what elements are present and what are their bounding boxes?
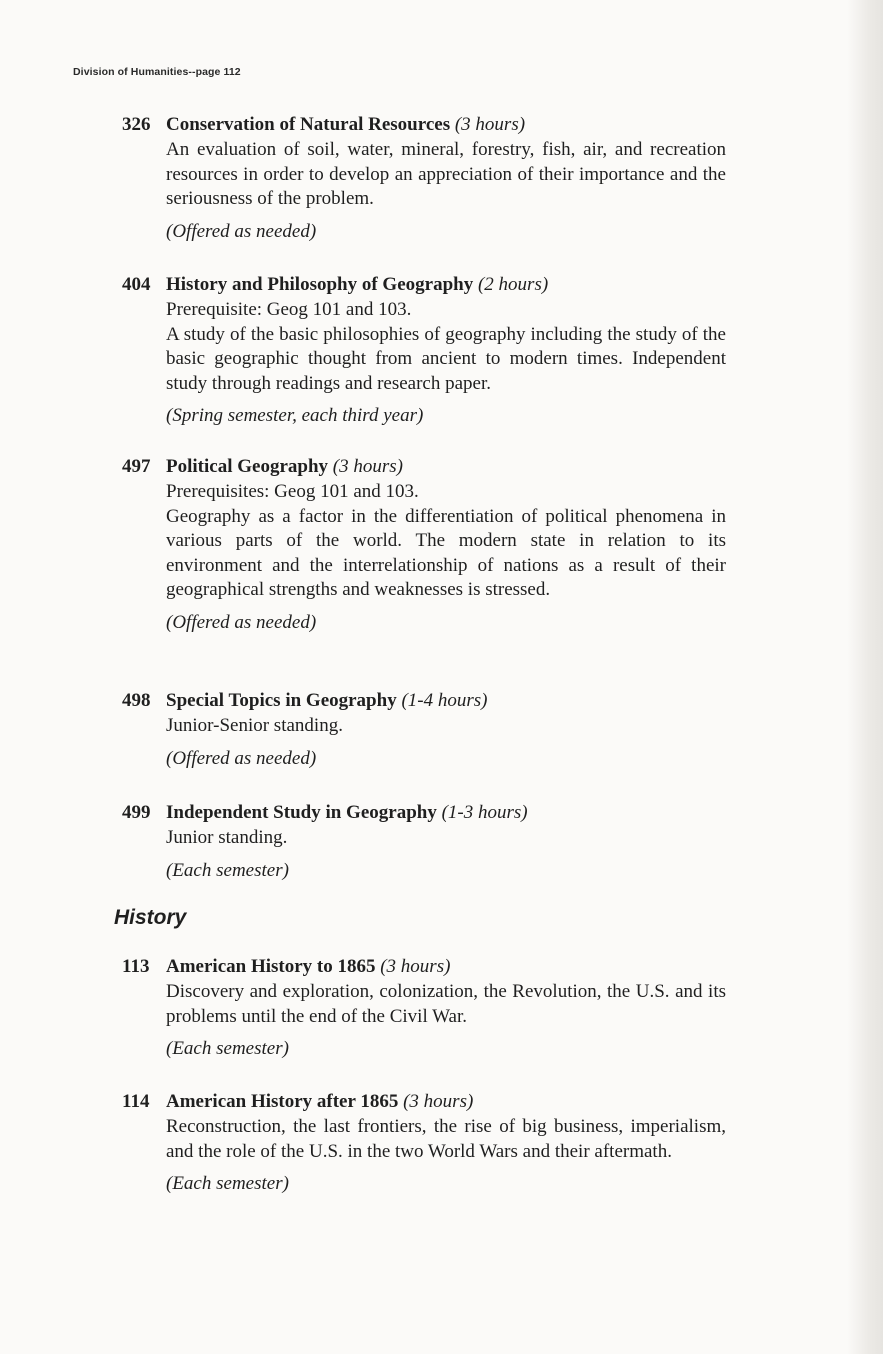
course-title-line bbox=[122, 272, 726, 298]
course-entry bbox=[122, 454, 726, 635]
course-prerequisite: Junior-Senior standing. bbox=[166, 715, 343, 736]
course-title-line bbox=[122, 800, 726, 826]
course-entry bbox=[122, 688, 726, 771]
course-prerequisite: Junior standing. bbox=[166, 827, 288, 848]
course-title-line bbox=[122, 688, 726, 714]
course-offered: (Each semester) bbox=[166, 1038, 289, 1059]
course-description: Reconstruction, the last frontiers, the rise of big business, imperialism, and the role of the U.S. in the two World Wars and their aftermath. bbox=[166, 1116, 726, 1162]
course-title-line bbox=[122, 1089, 726, 1115]
course-body bbox=[166, 138, 726, 212]
course-hours: (3 hours) bbox=[454, 114, 526, 135]
course-hours: (2 hours) bbox=[477, 274, 549, 295]
course-title: Political Geography bbox=[166, 456, 329, 477]
course-title: History and Philosophy of Geography bbox=[166, 274, 474, 295]
course-body bbox=[166, 980, 726, 1029]
course-entry bbox=[122, 1089, 726, 1196]
course-hours: (1-3 hours) bbox=[441, 802, 528, 823]
section-heading-history: History bbox=[114, 906, 187, 929]
course-description: A study of the basic philosophies of geography including the study of the basic geographic thought from ancient to modern times. Independent study through readings and research paper. bbox=[166, 323, 726, 394]
course-entry bbox=[122, 800, 726, 883]
course-title: Independent Study in Geography bbox=[166, 802, 437, 823]
course-body bbox=[166, 480, 726, 603]
course-prerequisite: Prerequisites: Geog 101 and 103. bbox=[166, 481, 419, 502]
course-hours: (3 hours) bbox=[380, 956, 451, 977]
course-title-line bbox=[122, 954, 726, 980]
course-description: An evaluation of soil, water, mineral, forestry, fish, air, and recreation resources in order to develop an appreciation of their importance and the seriousness of the problem. bbox=[166, 139, 726, 209]
course-entry bbox=[122, 272, 726, 428]
course-body bbox=[166, 826, 726, 851]
page-edge-shadow bbox=[847, 0, 883, 1354]
course-number: 326 bbox=[122, 114, 151, 135]
course-title: American History to 1865 bbox=[166, 956, 376, 977]
running-head: Division of Humanities--page 112 bbox=[73, 66, 241, 78]
course-body bbox=[166, 1115, 726, 1164]
course-hours: (3 hours) bbox=[403, 1091, 474, 1112]
course-number: 497 bbox=[122, 456, 151, 477]
course-body bbox=[166, 714, 726, 739]
course-offered: (Each semester) bbox=[166, 1173, 289, 1194]
course-number: 113 bbox=[122, 956, 150, 977]
course-description: Discovery and exploration, colonization, the Revolution, the U.S. and its problems until the end of the Civil War. bbox=[166, 981, 726, 1027]
course-title: Special Topics in Geography bbox=[166, 690, 397, 711]
course-offered: (Each semester) bbox=[166, 859, 289, 881]
course-body bbox=[166, 298, 726, 396]
course-entry bbox=[122, 954, 726, 1061]
course-offered: (Offered as needed) bbox=[166, 220, 317, 242]
course-number: 499 bbox=[122, 802, 151, 823]
course-title: Conservation of Natural Resources bbox=[166, 114, 451, 135]
course-offered: (Spring semester, each third year) bbox=[166, 405, 424, 426]
course-number: 498 bbox=[122, 690, 151, 711]
course-description: Geography as a factor in the differentiation of political phenomena in various parts of the world. The modern state in relation to its environment and the interrelationship of nations as a result of their geographical strengths and weaknesses is stressed. bbox=[166, 505, 726, 600]
course-hours: (3 hours) bbox=[332, 456, 403, 477]
course-number: 114 bbox=[122, 1091, 150, 1112]
course-entry bbox=[122, 112, 726, 244]
course-offered: (Offered as needed) bbox=[166, 747, 317, 769]
course-hours: (1-4 hours) bbox=[401, 690, 488, 711]
course-title-line bbox=[122, 454, 726, 480]
course-title: American History after 1865 bbox=[166, 1091, 399, 1112]
course-title-line bbox=[122, 112, 726, 138]
course-prerequisite: Prerequisite: Geog 101 and 103. bbox=[166, 299, 412, 320]
course-offered: (Offered as needed) bbox=[166, 611, 317, 633]
course-number: 404 bbox=[122, 274, 151, 295]
